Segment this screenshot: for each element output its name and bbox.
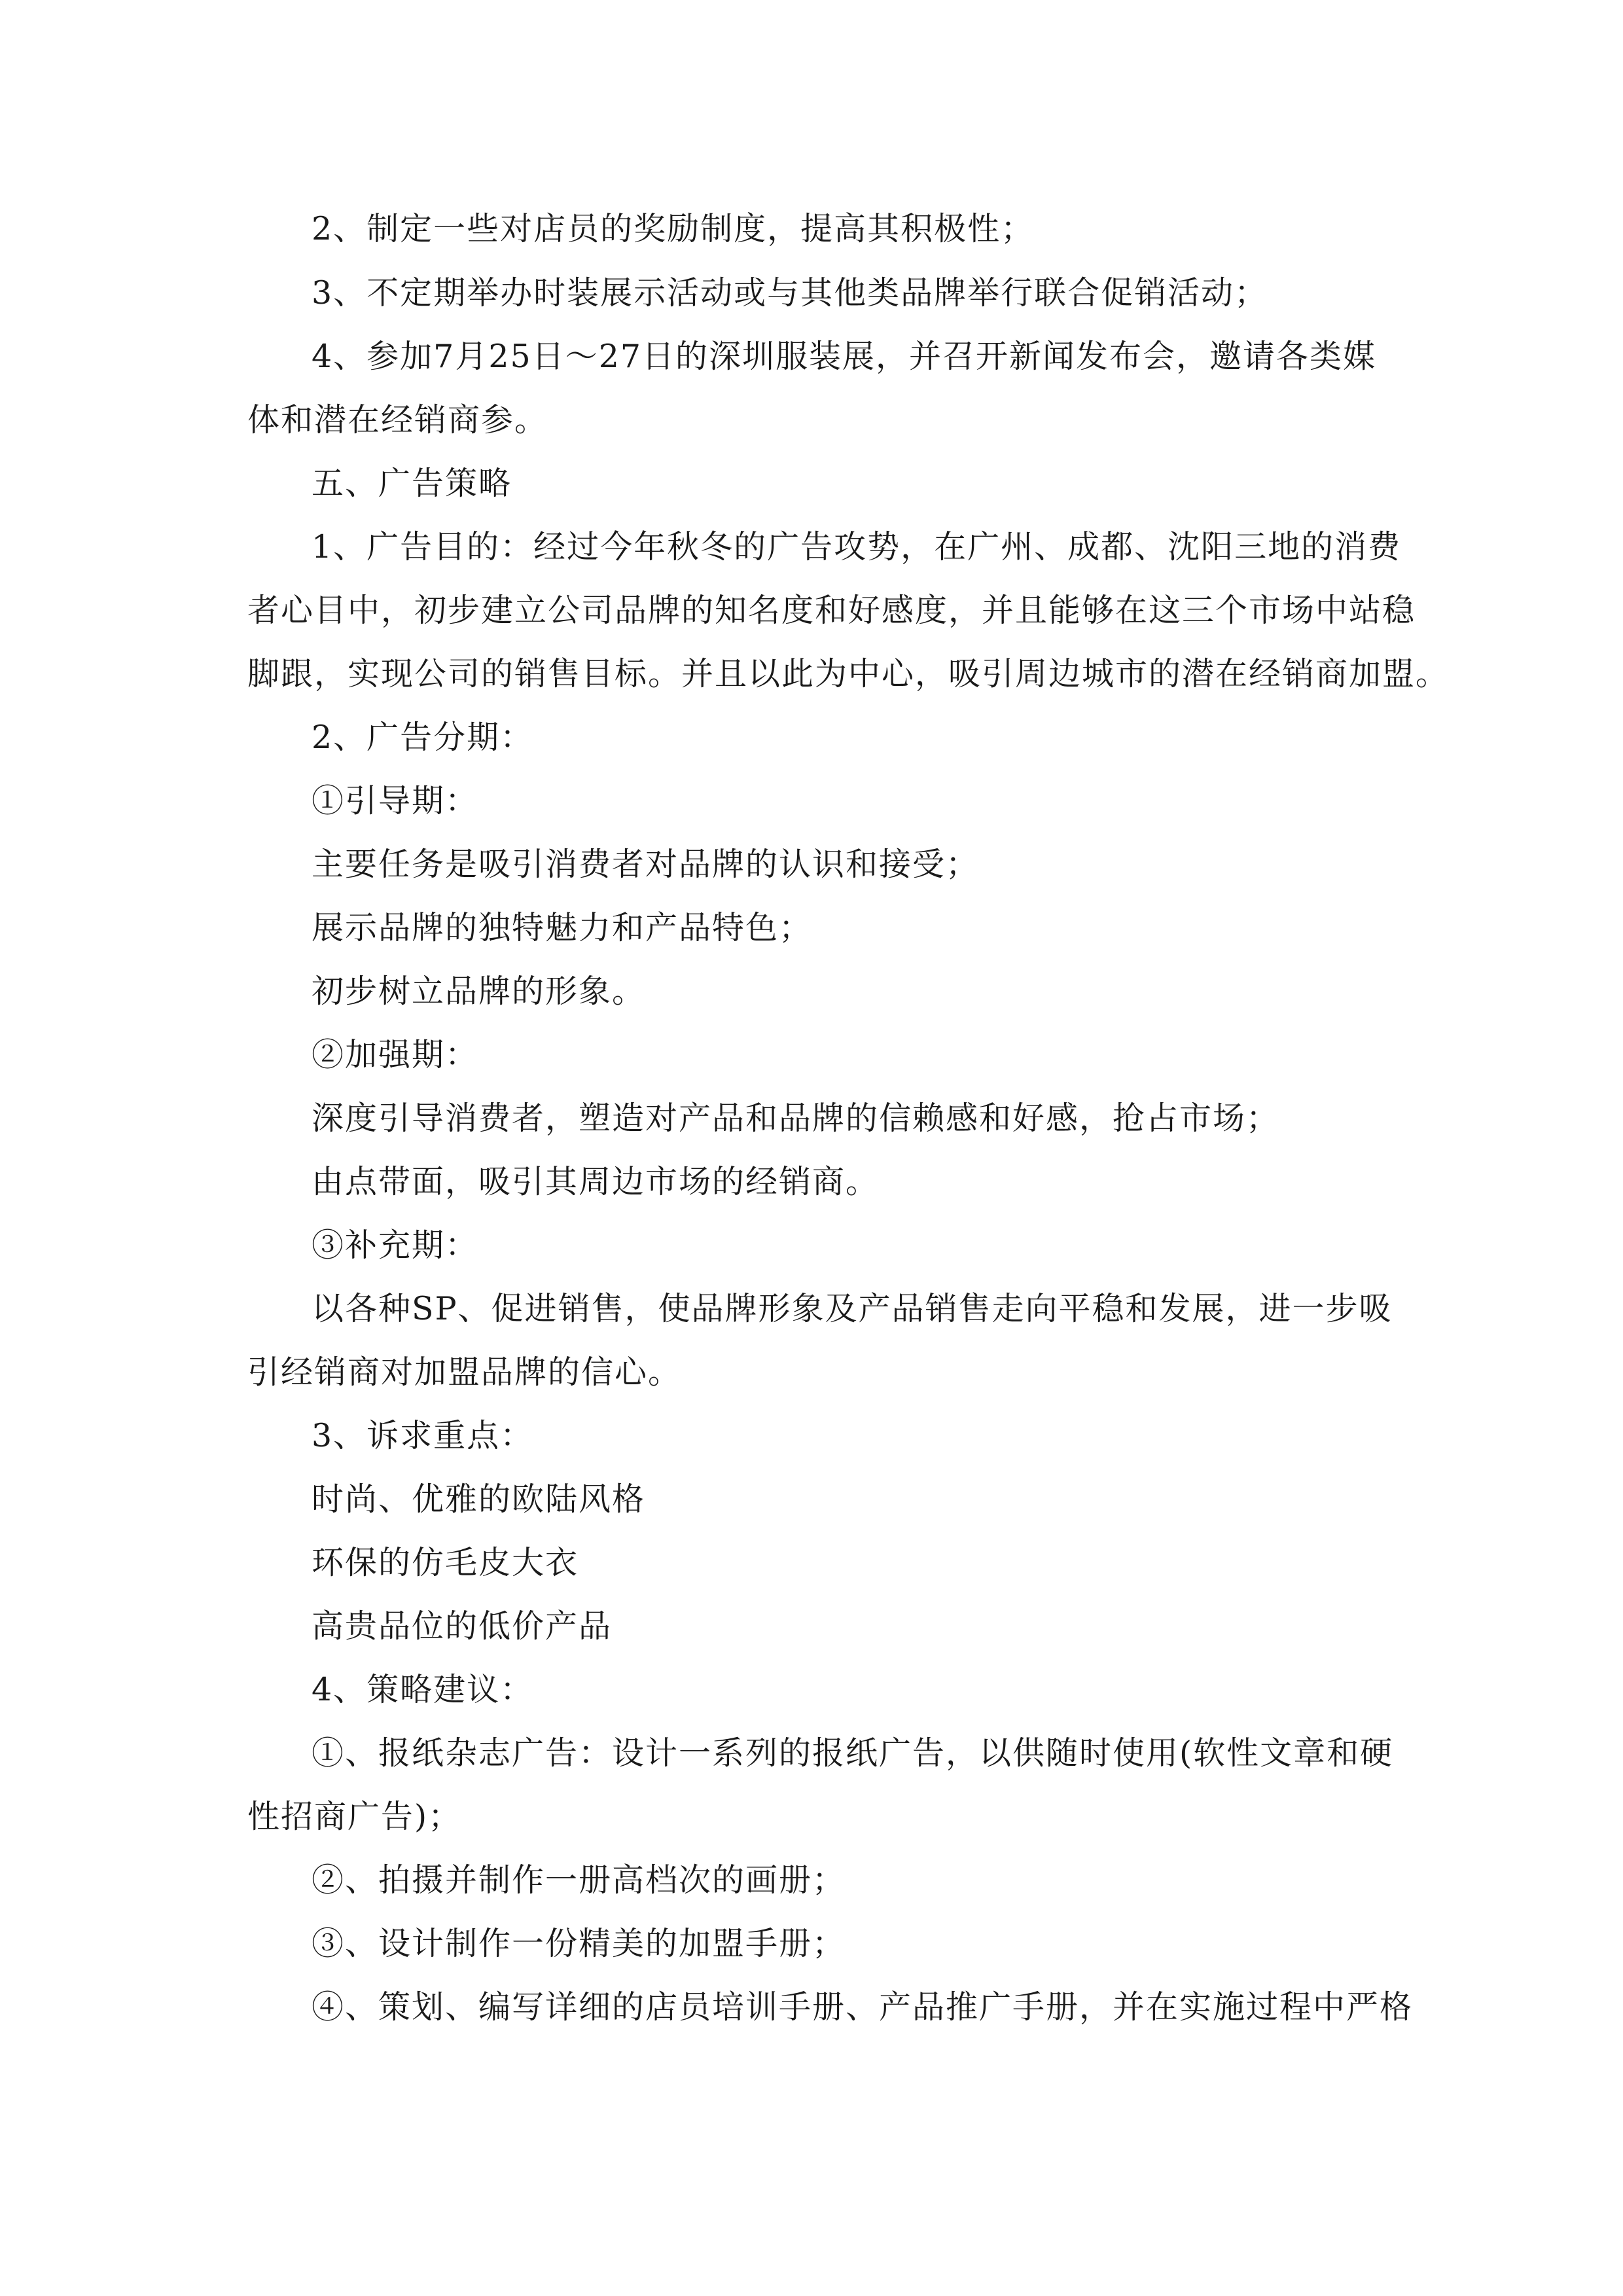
paragraph-line: 1、广告目的：经过今年秋冬的广告攻势，在广州、成都、沈阳三地的消费 bbox=[312, 528, 1402, 565]
list-item: 展示品牌的独特魅力和产品特色； bbox=[312, 909, 813, 946]
subsection-heading: 2、广告分期： bbox=[312, 719, 534, 756]
list-item: 初步树立品牌的形象。 bbox=[312, 973, 646, 1010]
subsection-heading: 4、策略建议： bbox=[312, 1671, 534, 1708]
subsection-heading: 3、诉求重点： bbox=[312, 1417, 534, 1454]
list-item: 高贵品位的低价产品 bbox=[312, 1607, 613, 1645]
list-item: ③、设计制作一份精美的加盟手册； bbox=[312, 1925, 846, 1962]
list-item: ③补充期： bbox=[312, 1227, 479, 1264]
list-item: 由点带面，吸引其周边市场的经销商。 bbox=[312, 1163, 880, 1200]
list-item: 主要任务是吸引消费者对品牌的认识和接受； bbox=[312, 846, 980, 883]
list-item: 时尚、优雅的欧陆风格 bbox=[312, 1480, 646, 1518]
list-item: ①引导期： bbox=[312, 782, 479, 819]
list-item: 环保的仿毛皮大衣 bbox=[312, 1544, 579, 1581]
paragraph-line: 4、参加7月25日～27日的深圳服装展，并召开新闻发布会，邀请各类媒 bbox=[312, 338, 1377, 375]
paragraph-line: 引经销商对加盟品牌的信心。 bbox=[247, 1354, 682, 1391]
list-item: ②、拍摄并制作一册高档次的画册； bbox=[312, 1861, 846, 1899]
paragraph-line: 者心目中，初步建立公司品牌的知名度和好感度，并且能够在这三个市场中站稳 bbox=[247, 592, 1416, 629]
paragraph-line: 脚跟，实现公司的销售目标。并且以此为中心，吸引周边城市的潜在经销商加盟。 bbox=[247, 655, 1450, 692]
paragraph-line: 以各种SP、促进销售，使品牌形象及产品销售走向平稳和发展，进一步吸 bbox=[312, 1290, 1393, 1327]
paragraph-line: 2、制定一些对店员的奖励制度，提高其积极性； bbox=[312, 210, 1035, 247]
paragraph-line: 体和潜在经销商参。 bbox=[247, 401, 548, 439]
section-heading: 五、广告策略 bbox=[312, 465, 512, 502]
list-item: 深度引导消费者，塑造对产品和品牌的信赖感和好感，抢占市场； bbox=[312, 1100, 1280, 1137]
paragraph-line: 3、不定期举办时装展示活动或与其他类品牌举行联合促销活动； bbox=[312, 274, 1268, 312]
paragraph-line: 性招商广告)； bbox=[247, 1798, 462, 1835]
list-item: ②加强期： bbox=[312, 1036, 479, 1073]
paragraph-line: ①、报纸杂志广告：设计一系列的报纸广告，以供随时使用(软性文章和硬 bbox=[312, 1734, 1394, 1772]
paragraph-line: ④、策划、编写详细的店员培训手册、产品推广手册，并在实施过程中严格 bbox=[312, 1988, 1414, 2026]
